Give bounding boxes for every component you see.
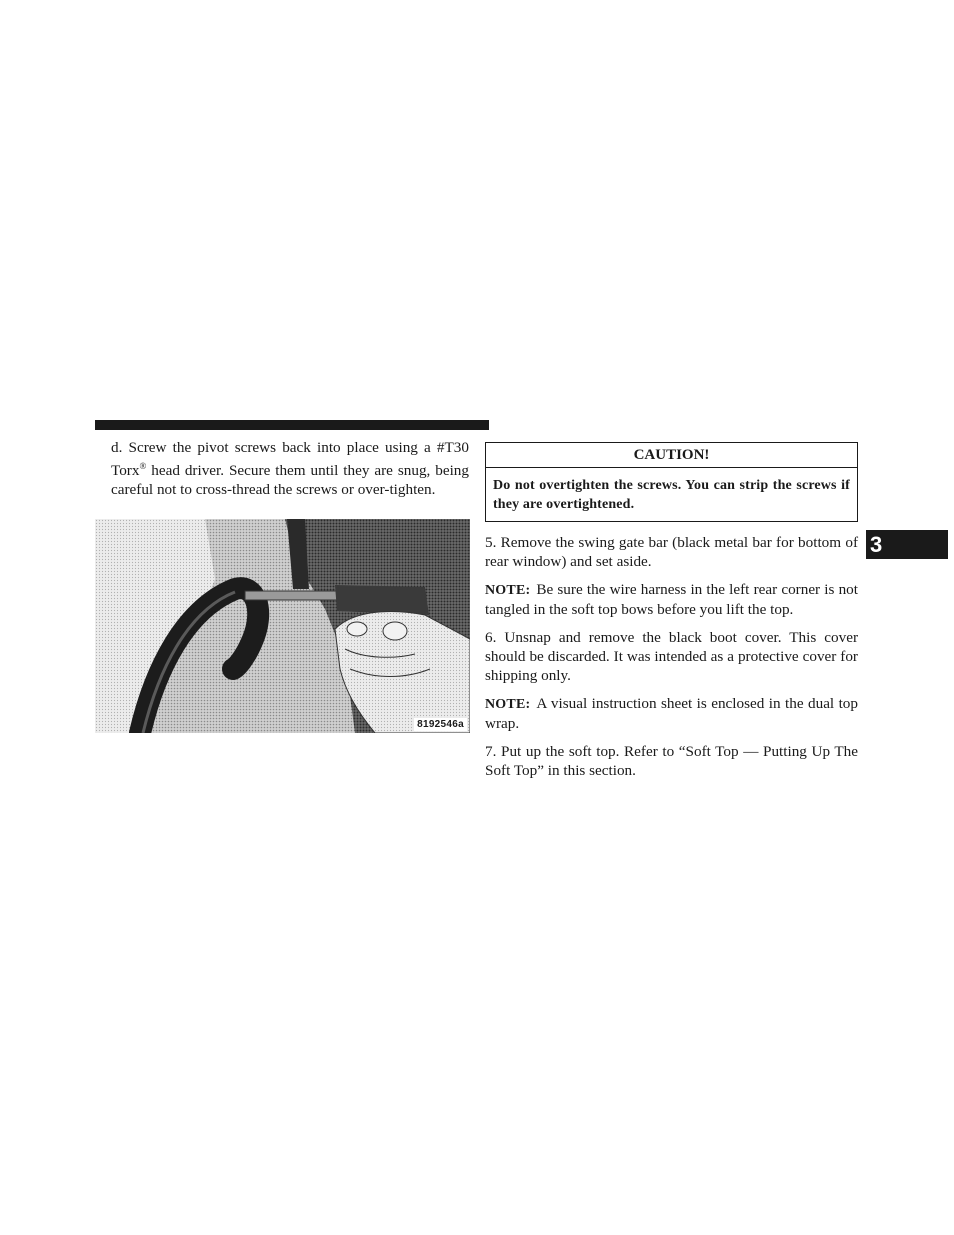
figure-code: 8192546a	[414, 718, 467, 731]
note-text: A visual instruction sheet is enclosed in the dual top wrap.	[485, 695, 858, 732]
step-7: 7. Put up the soft top. Refer to “Soft Top — Putting Up The Soft Top” in this section.	[485, 743, 858, 779]
note-2	[485, 694, 858, 733]
caution-box	[485, 442, 858, 522]
step-5: 5. Remove the swing gate bar (black metal bar for bottom of rear window) and set aside.	[485, 534, 858, 570]
left-column	[111, 438, 469, 499]
header-rule	[95, 420, 489, 430]
caution-title: CAUTION!	[486, 443, 857, 468]
section-tab	[866, 530, 948, 559]
registered-mark: ®	[139, 461, 147, 471]
note-1	[485, 580, 858, 619]
note-text: Be sure the wire harness in the left rear corner is not tangled in the soft top bows before you lift the top.	[485, 581, 858, 618]
screwdriver-figure	[95, 519, 470, 733]
note-label: NOTE:	[485, 583, 531, 598]
screwdriver-photo-icon	[95, 519, 470, 733]
step-6: 6. Unsnap and remove the black boot cover. This cover should be discarded. It was intended as a protective cover for shipping only.	[485, 629, 858, 684]
note-label: NOTE:	[485, 697, 531, 712]
caution-text: Do not overtighten the screws. You can strip the screws if they are overtightened.	[493, 478, 850, 512]
step-d-text: d. Screw the pivot screws back into place using a #T30 Torx® head driver. Secure them until they are snug, being careful not to cross-thread the screws or over-tighten.	[111, 439, 469, 499]
right-column	[485, 442, 858, 789]
section-number: 3	[870, 532, 883, 557]
